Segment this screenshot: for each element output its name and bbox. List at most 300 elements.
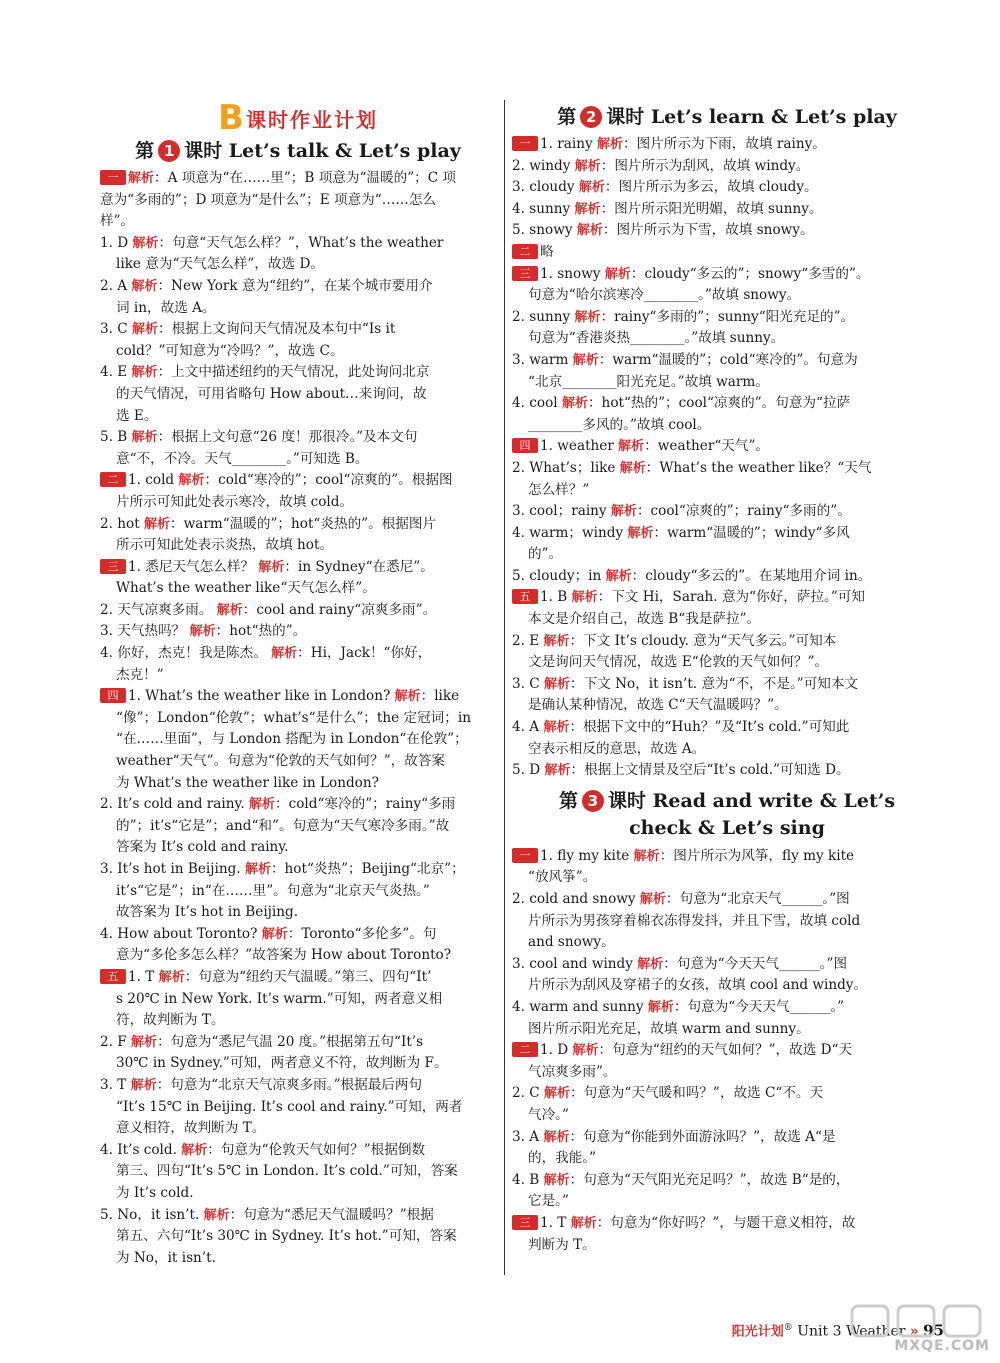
analysis-label: 解析 (543, 1129, 570, 1145)
lesson-title-text-line2: check & Let’s sing (629, 816, 825, 839)
answer-text: ：Hi，Jack！“你好， (297, 645, 432, 662)
answer-item: 1. What’s the weather like in London? (128, 688, 395, 705)
section-number-badge: 一 (512, 136, 538, 151)
analysis-label: 解析 (131, 430, 158, 446)
answer-item: 1. T (128, 968, 159, 985)
answer-item: 2. A (100, 277, 132, 294)
answer-text: 气冷。” (528, 1106, 569, 1123)
answer-line (100, 557, 496, 579)
answer-line (512, 480, 942, 502)
analysis-label: 解析 (144, 516, 171, 532)
lesson-2-answers (512, 134, 942, 782)
page-number: 95 (923, 1321, 944, 1340)
answer-text: ：Toronto“多伦多”。句 (287, 925, 437, 942)
answer-text: ：句意为“天气暖和吗？”，故选 C“不。天 (570, 1085, 824, 1102)
answer-line (100, 1053, 496, 1075)
lesson-title-text: 课时 Read and write & Let’s (607, 789, 896, 812)
answer-item: 2. It’s cold and rainy. (100, 796, 250, 813)
right-column (512, 100, 942, 1256)
answer-line (512, 889, 942, 911)
answer-text: s 20℃ in New York. It’s warm.”可知，两者意义相 (116, 990, 443, 1007)
answer-line (512, 523, 942, 545)
answer-item: 1. D (100, 234, 133, 251)
section-number-badge: 一 (100, 170, 126, 185)
lesson-1-title (100, 138, 496, 164)
answer-text: 它是。” (528, 1193, 569, 1210)
analysis-label: 解析 (572, 1043, 599, 1059)
answer-text: weather“天气”。句意为“伦敦的天气如何？”，故答案 (116, 753, 446, 770)
answer-text: 意义相符，故判断为 T。 (116, 1120, 266, 1137)
answer-text: ：上文中描述纽约的天气情况，此处询问北京 (157, 364, 430, 381)
answer-text: 判断为 T。 (528, 1236, 596, 1253)
answer-text: 样”。 (100, 213, 135, 230)
answer-text: 所示可知此处表示炎热，故填 hot。 (116, 537, 334, 554)
analysis-label: 解析 (597, 137, 624, 152)
answer-text: ：下文 It’s cloudy. 意为“天气多云。”可知本 (569, 632, 837, 649)
answer-item: 2. hot (100, 515, 145, 532)
left-column (100, 100, 496, 1269)
answer-item: 4. B (512, 1171, 544, 1188)
answer-text: ：根据上文询问天气情况及本句中“Is it (158, 321, 396, 338)
section-number-badge: 四 (100, 688, 126, 703)
answer-line (100, 578, 496, 600)
answer-text: ：A 项意为“在……里”；B 项意为“温暖的”；C 项 (154, 170, 457, 186)
answer-text: “北京________阳光充足。”故填 warm。 (528, 373, 769, 390)
answer-text: 的”；it’s“它是”；and“和”。句意为“天气寒冷多雨。”故 (116, 817, 450, 834)
analysis-label: 解析 (261, 926, 288, 942)
answer-item: 2. cold and snowy (512, 891, 640, 907)
answer-text: 意“不，不冷。天气________。”可知选 B。 (116, 450, 369, 467)
answer-item: 1. T (540, 1214, 571, 1231)
answer-item: 2. sunny (512, 308, 575, 325)
answer-text: ：句意为“纽约天气温暖。”第三、四句“It’ (184, 968, 432, 985)
answer-text: 略 (540, 243, 554, 260)
answer-line (100, 1140, 496, 1162)
answer-text: 词 in，故选 A。 (116, 299, 216, 316)
section-number-badge: 五 (100, 969, 126, 984)
answer-item: 4. A (512, 719, 544, 736)
answer-line (512, 867, 942, 889)
answer-line (100, 945, 496, 967)
analysis-label: 解析 (544, 763, 571, 779)
answer-item: 3. T (100, 1076, 131, 1093)
lesson-number-badge: 3 (582, 790, 604, 812)
answer-line (100, 1118, 496, 1140)
answer-item: 3. C (100, 321, 133, 338)
answer-text: ：句意为“悉尼气温 20 度。”根据第五句“It’s (157, 1033, 424, 1050)
answer-line (100, 535, 496, 557)
answer-line (512, 911, 942, 933)
answer-item: 1. rainy (540, 136, 597, 152)
analysis-label: 解析 (605, 568, 632, 584)
answer-text: 图片所示阳光充足，故填 warm and sunny。 (528, 1020, 810, 1037)
answer-text: ：cool and rainy“凉爽多雨”。 (242, 601, 437, 618)
answer-item: 3. warm (512, 351, 573, 368)
unit-label: Unit 3 Weather (797, 1323, 906, 1340)
answer-line (100, 881, 496, 903)
analysis-label: 解析 (561, 396, 588, 412)
answer-line (100, 168, 496, 190)
section-number-badge: 二 (100, 472, 126, 487)
answer-item: 3. A (512, 1128, 544, 1145)
answer-line (512, 1019, 942, 1041)
answer-text: ：句意为“悉尼天气温暖吗？”根据 (229, 1206, 434, 1223)
answer-line (100, 751, 496, 773)
answer-item: 3. 天气热吗？ (100, 623, 190, 640)
analysis-label: 解析 (216, 602, 243, 618)
answer-text: ：句意为“北京天气凉爽多雨。”根据最后两句 (156, 1076, 423, 1093)
answer-item: 4. warm；windy (512, 524, 628, 541)
answer-line (512, 997, 942, 1019)
answer-line (512, 242, 942, 264)
answer-text: ：rainy“多雨的”；sunny“阳光充足的”。 (600, 308, 855, 325)
answer-line (100, 406, 496, 428)
analysis-label: 解析 (571, 590, 598, 606)
section-number-badge: 四 (512, 438, 538, 453)
lesson-3-title (512, 788, 942, 842)
analysis-label: 解析 (618, 439, 645, 455)
answer-line (100, 1075, 496, 1097)
answer-line (512, 328, 942, 350)
answer-line (512, 975, 942, 997)
analysis-label: 解析 (131, 365, 158, 381)
answer-text: ：句意为“今天天气______。”图 (663, 955, 848, 972)
answer-item: 5. No，it isn’t. (100, 1206, 204, 1223)
analysis-label: 解析 (132, 322, 159, 338)
analysis-label: 解析 (637, 956, 664, 972)
answer-item: 3. cool and windy (512, 955, 638, 972)
answer-text: ：根据上文情景及空后“It’s cold.”可知选 D。 (570, 762, 850, 779)
answer-line (100, 427, 496, 449)
answer-text: 是确认某种情况，故选 C“天气温暖吗？”。 (528, 697, 788, 714)
answer-item: 2. E (512, 632, 544, 649)
lesson-3-answers (512, 846, 942, 1256)
analysis-label: 解析 (619, 460, 646, 476)
analysis-label: 解析 (271, 646, 298, 662)
answer-line (512, 566, 942, 588)
answer-item: 1. D (540, 1042, 573, 1059)
answer-item: 2. What’s；like (512, 459, 620, 476)
answer-text: 文是询问天气情况，故选 E“伦敦的天气如何？”。 (528, 654, 829, 671)
answer-item: 3. C (512, 675, 545, 692)
answer-text: ：下文 No，it isn’t. 意为“不，不是。”可知本文 (570, 675, 859, 692)
answer-text: 的天气情况，可用省略句 How about…来询问，故 (116, 385, 427, 402)
answer-line (100, 276, 496, 298)
answer-item: 1. cold (128, 472, 179, 489)
answer-text: 本文是介绍自己，故选 B“我是萨拉”。 (528, 611, 761, 628)
answer-line (512, 393, 942, 415)
answer-line (100, 924, 496, 946)
answer-text: ________多风的。”故填 cool。 (528, 416, 711, 433)
analysis-label: 解析 (189, 624, 216, 640)
answer-text: ：根据下文中的“Huh？”及“It’s cold.”可知此 (569, 719, 850, 736)
answer-item: 4. warm and sunny (512, 998, 648, 1015)
analysis-label: 解析 (544, 1086, 571, 1102)
analysis-label: 解析 (128, 171, 155, 186)
answer-line (100, 1226, 496, 1248)
answer-line (512, 458, 942, 480)
answer-line (512, 1040, 942, 1062)
answer-line (100, 708, 496, 730)
answer-item: 2. windy (512, 157, 575, 174)
registered-mark: ® (783, 1323, 793, 1333)
answer-item: 5. B (100, 429, 132, 446)
answer-line (512, 760, 942, 782)
answer-text: ：New York 意为“纽约”，在某个城市要用介 (157, 277, 433, 294)
answer-text: ：句意为“纽约的天气如何？”，故选 D“天 (598, 1042, 853, 1059)
answer-text: 为 No，it isn’t. (116, 1249, 216, 1266)
analysis-label: 解析 (570, 1215, 597, 1231)
answer-line (512, 501, 942, 523)
answer-line (100, 384, 496, 406)
lesson-number-badge: 2 (580, 106, 602, 128)
section-number-badge: 二 (512, 244, 538, 259)
answer-line (100, 600, 496, 622)
answer-line (100, 665, 496, 687)
lesson-prefix: 第 (135, 140, 155, 162)
answer-item: 2. 天气凉爽多雨。 (100, 601, 217, 618)
answer-line (100, 729, 496, 751)
answer-text: ：warm“温暖的”；windy“多风 (653, 524, 850, 541)
answer-text: ：weather“天气”。 (644, 438, 770, 455)
answer-line (512, 436, 942, 458)
answer-line (100, 794, 496, 816)
lesson-prefix: 第 (558, 789, 578, 812)
answer-text: ：句意为“今天天气______。” (673, 998, 845, 1015)
answer-item: 3. cloudy (512, 179, 579, 196)
analysis-label: 解析 (627, 525, 654, 541)
answer-item: 1. weather (540, 438, 619, 455)
answer-line (100, 211, 496, 233)
answer-text: ：图片所示为多云，故填 cloudy。 (604, 179, 818, 196)
answer-text: ：cloudy“多云的”。在某地用介词 in。 (631, 567, 872, 584)
answer-line (100, 233, 496, 255)
answer-item: 4. cool (512, 395, 562, 412)
answer-item: 3. It’s hot in Beijing. (100, 861, 245, 877)
answer-line (512, 372, 942, 394)
answer-line (100, 1097, 496, 1119)
answer-line (512, 932, 942, 954)
analysis-label: 解析 (572, 352, 599, 368)
answer-line (100, 837, 496, 859)
answer-line (100, 492, 496, 514)
answer-text: ：cold“寒冷的”；cool“凉爽的”。根据图 (204, 472, 453, 489)
answer-line (512, 1235, 942, 1257)
answer-line (512, 609, 942, 631)
watermark-text: MXQE.COM (894, 1338, 990, 1354)
answer-line (512, 695, 942, 717)
answer-line (100, 1032, 496, 1054)
analysis-label: 解析 (203, 1207, 230, 1223)
answer-line (512, 415, 942, 437)
answer-text: 为 It’s cold. (116, 1184, 194, 1201)
analysis-label: 解析 (394, 689, 421, 705)
answer-line (512, 1127, 942, 1149)
analysis-label: 解析 (543, 1172, 570, 1188)
banner-letter: B (218, 98, 244, 138)
answer-text: 意为“多伦多怎么样？”故答案为 How about Toronto? (116, 947, 452, 964)
answer-text: 片所示为男孩穿着棉衣冻得发抖，并且下雪，故填 cold (528, 912, 861, 929)
answer-item: 4. How about Toronto? (100, 925, 262, 942)
analysis-label: 解析 (543, 633, 570, 649)
answer-line (512, 156, 942, 178)
analysis-label: 解析 (578, 180, 605, 196)
answer-text: ：图片所示为风筝，fly my kite (659, 847, 855, 864)
answer-text: ：warm“温暖的”；hot“炎热的”。根据图片 (170, 515, 437, 532)
answer-line (100, 1205, 496, 1227)
section-number-badge: 一 (512, 848, 538, 863)
answer-text: like 意为“天气怎么样”，故选 D。 (116, 256, 324, 273)
answer-item: 5. cloudy；in (512, 567, 606, 584)
answer-text: ：图片所示阳光明媚，故填 sunny。 (600, 200, 823, 217)
answer-text: 第五、六句“It’s 30℃ in Sydney. It’s hot.”可知，答案 (116, 1228, 457, 1245)
analysis-label: 解析 (132, 235, 159, 251)
answer-item: 1. snowy (540, 265, 605, 282)
section-number-badge: 二 (512, 1042, 538, 1057)
answer-line (512, 587, 942, 609)
answer-line (100, 449, 496, 471)
answer-line (100, 319, 496, 341)
answer-item: 4. sunny (512, 200, 575, 217)
answer-line (512, 631, 942, 653)
answer-item: 1. 悉尼天气怎么样？ (128, 558, 259, 575)
answer-text: “在……里面”，与 London 搭配为 in London“在伦敦”； (116, 731, 468, 748)
answer-text: ：hot“热的”。 (215, 623, 307, 640)
answer-text: ：句意为“伦敦天气如何？”根据倒数 (207, 1141, 426, 1158)
answer-text: 句意为“哈尔滨寒冷________。”故填 snowy。 (528, 287, 801, 304)
answer-line (100, 1161, 496, 1183)
answer-line (512, 954, 942, 976)
answer-text: 空表示相反的意思，故选 A。 (528, 740, 706, 757)
section-number-badge: 三 (512, 1215, 538, 1230)
analysis-label: 解析 (244, 862, 271, 877)
analysis-label: 解析 (639, 892, 666, 907)
answer-line (512, 544, 942, 566)
column-divider (504, 100, 505, 1275)
answer-text: ：句意为“你能到外面游泳吗？”，故选 A“是 (569, 1128, 836, 1145)
answer-text: ：cool“凉爽的”；rainy“多雨的”。 (636, 503, 851, 520)
section-banner (100, 100, 496, 136)
answer-item: 1. B (540, 589, 572, 606)
answer-line (100, 773, 496, 795)
answer-line (100, 967, 496, 989)
answer-text: ：hot“热的”；cool“凉爽的”。句意为“拉萨 (587, 395, 851, 412)
answer-text: ：like (420, 688, 460, 705)
answer-text: ：句意为“北京天气______。”图 (665, 891, 850, 907)
answer-text: ：in Sydney“在悉尼”。 (284, 558, 434, 575)
answer-text: 故答案为 It’s hot in Beijing. (116, 904, 299, 921)
answer-line (512, 1105, 942, 1127)
answer-text: 杰克！” (116, 666, 164, 683)
answer-text: ：句意为“你好吗？”，与题干意义相符，故 (596, 1214, 856, 1231)
analysis-label: 解析 (544, 676, 571, 692)
answer-item: 4. It’s cold. (100, 1141, 182, 1158)
answer-text: 符，故判断为 T。 (116, 1012, 225, 1029)
answer-text: “It’s 15℃ in Beijing. It’s cool and rainy.”可知，两者 (116, 1098, 463, 1115)
answer-item: 5. snowy (512, 222, 577, 239)
analysis-label: 解析 (647, 999, 674, 1015)
analysis-label: 解析 (130, 1077, 157, 1093)
answer-line (512, 134, 942, 156)
answer-line (100, 514, 496, 536)
answer-line (100, 1248, 496, 1270)
answer-text: ：图片所示为下雪，故填 snowy。 (602, 222, 814, 239)
analysis-label: 解析 (249, 797, 276, 813)
analysis-label: 解析 (604, 266, 631, 282)
lesson-title-text: 课时 Let’s talk & Let’s play (184, 140, 461, 162)
answer-line (100, 190, 496, 212)
lesson-title-text: 课时 Let’s learn & Let’s play (606, 106, 897, 128)
answer-line (100, 621, 496, 643)
answer-text: 的”。 (528, 546, 563, 563)
answer-line (512, 350, 942, 372)
analysis-label: 解析 (543, 720, 570, 736)
answer-line (100, 362, 496, 384)
answer-line (512, 1083, 942, 1105)
answer-line (512, 264, 942, 286)
answer-text: ：warm“温暖的”；cold“寒冷的”。句意为 (598, 351, 858, 368)
analysis-label: 解析 (258, 559, 285, 575)
answer-line (512, 285, 942, 307)
lesson-prefix: 第 (557, 106, 577, 128)
answer-text: and snowy。 (528, 934, 615, 951)
section-number-badge: 三 (512, 266, 538, 281)
analysis-label: 解析 (131, 1034, 158, 1050)
answer-text: “像”；London“伦敦”；what’s“是什么”；the 定冠词；in (116, 709, 471, 726)
analysis-label: 解析 (633, 848, 660, 864)
answer-text: What’s the weather like“天气怎么样”。 (116, 580, 376, 597)
answer-item: 2. C (512, 1085, 545, 1102)
answer-line (100, 686, 496, 708)
answer-line (100, 989, 496, 1011)
answer-line (100, 902, 496, 924)
answer-line (512, 674, 942, 696)
answer-line (100, 341, 496, 363)
answer-line (100, 254, 496, 276)
answer-text: 的，我能。” (528, 1150, 597, 1167)
analysis-label: 解析 (576, 223, 603, 239)
answer-item: 1. fly my kite (540, 847, 634, 864)
answer-text: 气凉爽多雨”。 (528, 1063, 617, 1080)
answer-text: 片所示为刮风及穿裙子的女孩，故填 cool and windy。 (528, 977, 868, 994)
answer-text: ：cloudy“多云的”；snowy“多雪的”。 (630, 265, 870, 282)
answer-text: ：What’s the weather like？“天气 (645, 459, 872, 476)
answer-line (100, 643, 496, 665)
answer-text: 怎么样？” (528, 481, 590, 498)
answer-text: 句意为“香港炎热________。”故填 sunny。 (528, 330, 785, 347)
analysis-label: 解析 (610, 504, 637, 520)
answer-text: ：下文 Hi，Sarah. 意为“你好，萨拉。”可知 (597, 589, 865, 606)
answer-line (512, 177, 942, 199)
answer-line (100, 859, 496, 881)
answer-line (512, 1191, 942, 1213)
answer-text: ：图片所示为下雨，故填 rainy。 (623, 136, 826, 152)
analysis-label: 解析 (158, 969, 185, 985)
answer-line (512, 846, 942, 868)
answer-text: cold？”可知意为“冷吗？”，故选 C。 (116, 342, 344, 359)
answer-text: 选 E。 (116, 407, 158, 424)
section-number-badge: 三 (100, 559, 126, 574)
answer-text: 为 What’s the weather like in London? (116, 774, 379, 791)
analysis-label: 解析 (574, 201, 601, 217)
answer-line (512, 739, 942, 761)
answer-item: 2. F (100, 1033, 132, 1050)
answer-text: 意为“多雨的”；D 项意为“是什么”；E 项意为“……怎么 (100, 191, 437, 208)
answer-text: ：句意“天气怎么样？”，What’s the weather (158, 234, 444, 251)
answer-line (512, 717, 942, 739)
lesson-number-badge: 1 (158, 140, 180, 162)
answer-text: 答案为 It’s cold and rainy. (116, 839, 289, 856)
